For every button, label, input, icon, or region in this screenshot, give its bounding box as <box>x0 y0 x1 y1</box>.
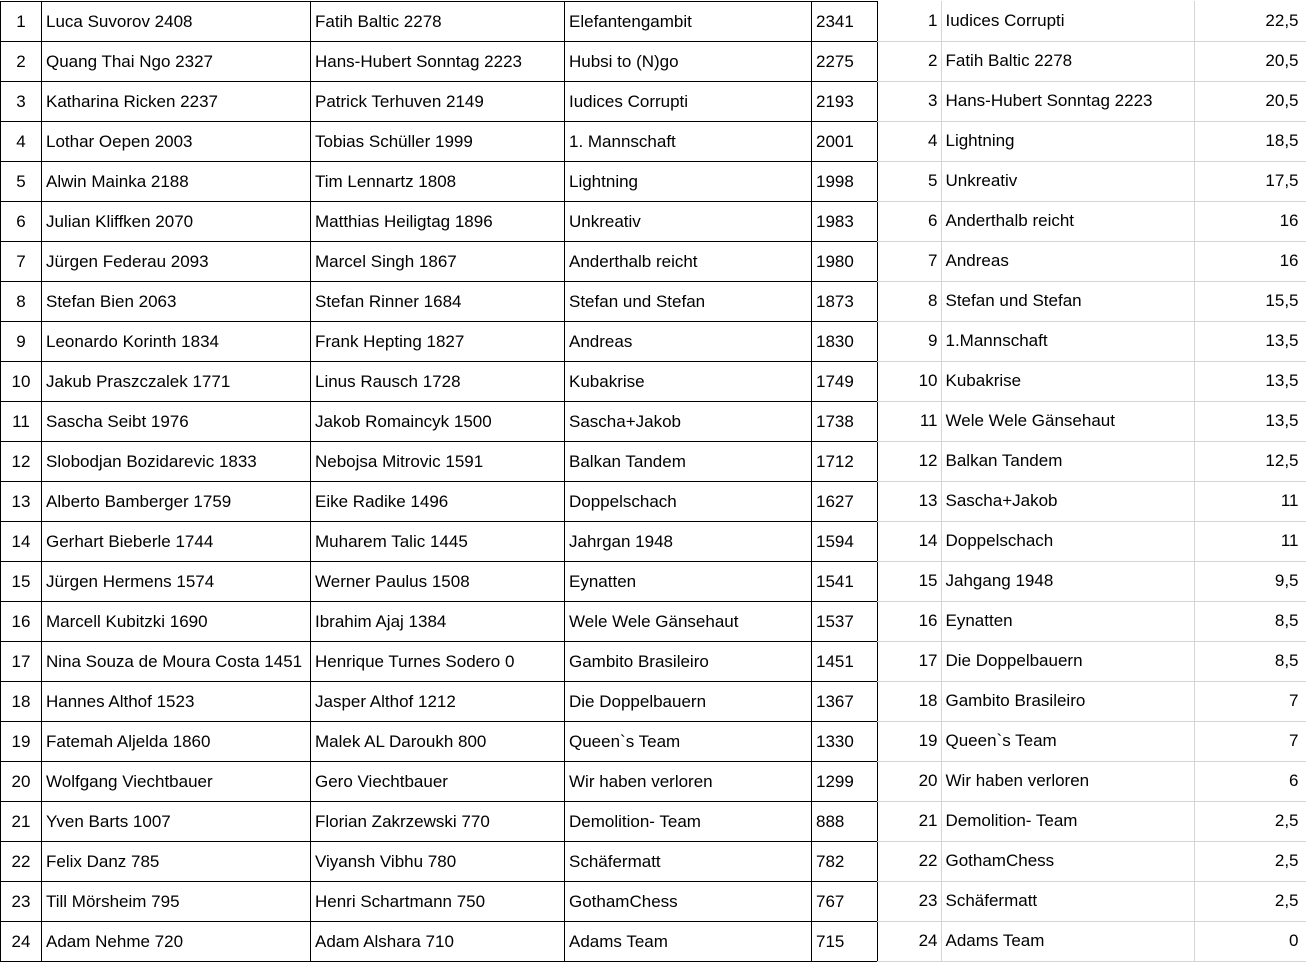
standings-team-cell[interactable]: Unkreativ <box>941 161 1194 201</box>
row-number-cell[interactable]: 2 <box>1 42 42 82</box>
standings-row <box>877 841 1306 881</box>
team-name-cell[interactable]: Demolition- Team <box>565 802 812 842</box>
standings-team-cell[interactable]: Gambito Brasileiro <box>941 681 1194 721</box>
row-number-cell[interactable]: 12 <box>1 442 42 482</box>
player-two-cell[interactable]: Jasper Althof 1212 <box>311 682 565 722</box>
pairings-row <box>1 122 878 162</box>
rank-cell[interactable]: 13 <box>877 481 941 521</box>
player-one-cell[interactable]: Quang Thai Ngo 2327 <box>42 42 311 82</box>
team-rating-cell[interactable]: 2193 <box>812 82 878 122</box>
points-cell[interactable]: 0 <box>1194 921 1306 961</box>
pairings-row <box>1 162 878 202</box>
team-name-cell[interactable]: Balkan Tandem <box>565 442 812 482</box>
team-rating-cell[interactable]: 782 <box>812 842 878 882</box>
team-rating-cell[interactable]: 1367 <box>812 682 878 722</box>
player-one-cell[interactable]: Alwin Mainka 2188 <box>42 162 311 202</box>
points-cell[interactable]: 13,5 <box>1194 321 1306 361</box>
player-one-cell[interactable]: Lothar Oepen 2003 <box>42 122 311 162</box>
standings-row <box>877 201 1306 241</box>
pairings-table <box>0 1 878 962</box>
points-cell[interactable]: 13,5 <box>1194 361 1306 401</box>
standings-team-cell[interactable]: Sascha+Jakob <box>941 481 1194 521</box>
standings-row <box>877 921 1306 961</box>
player-one-cell[interactable]: Slobodjan Bozidarevic 1833 <box>42 442 311 482</box>
standings-team-cell[interactable]: Lightning <box>941 121 1194 161</box>
player-two-cell[interactable]: Malek AL Daroukh 800 <box>311 722 565 762</box>
team-rating-cell[interactable]: 1451 <box>812 642 878 682</box>
row-number-cell[interactable]: 22 <box>1 842 42 882</box>
player-two-cell[interactable]: Marcel Singh 1867 <box>311 242 565 282</box>
row-number-cell[interactable]: 9 <box>1 322 42 362</box>
team-rating-cell[interactable]: 1594 <box>812 522 878 562</box>
standings-row <box>877 321 1306 361</box>
team-name-cell[interactable]: Kubakrise <box>565 362 812 402</box>
points-cell[interactable]: 2,5 <box>1194 841 1306 881</box>
standings-row <box>877 481 1306 521</box>
standings-team-cell[interactable]: 1.Mannschaft <box>941 321 1194 361</box>
team-name-cell[interactable]: GothamChess <box>565 882 812 922</box>
pairings-row <box>1 442 878 482</box>
pairings-row <box>1 562 878 602</box>
player-two-cell[interactable]: Fatih Baltic 2278 <box>311 2 565 42</box>
rank-cell[interactable]: 19 <box>877 721 941 761</box>
team-rating-cell[interactable]: 767 <box>812 882 878 922</box>
points-cell[interactable]: 6 <box>1194 761 1306 801</box>
points-cell[interactable]: 22,5 <box>1194 1 1306 41</box>
team-name-cell[interactable]: Stefan und Stefan <box>565 282 812 322</box>
standings-row <box>877 401 1306 441</box>
rank-cell[interactable]: 9 <box>877 321 941 361</box>
player-one-cell[interactable]: Till Mörsheim 795 <box>42 882 311 922</box>
points-cell[interactable]: 7 <box>1194 721 1306 761</box>
standings-row <box>877 641 1306 681</box>
row-number-cell[interactable]: 18 <box>1 682 42 722</box>
player-two-cell[interactable]: Henri Schartmann 750 <box>311 882 565 922</box>
team-name-cell[interactable]: Anderthalb reicht <box>565 242 812 282</box>
standings-team-cell[interactable]: Hans-Hubert Sonntag 2223 <box>941 81 1194 121</box>
standings-team-cell[interactable]: Queen`s Team <box>941 721 1194 761</box>
player-one-cell[interactable]: Marcell Kubitzki 1690 <box>42 602 311 642</box>
team-rating-cell[interactable]: 1537 <box>812 602 878 642</box>
player-one-cell[interactable]: Leonardo Korinth 1834 <box>42 322 311 362</box>
standings-team-cell[interactable]: Fatih Baltic 2278 <box>941 41 1194 81</box>
pairings-row <box>1 82 878 122</box>
team-name-cell[interactable]: Elefantengambit <box>565 2 812 42</box>
points-cell[interactable]: 8,5 <box>1194 641 1306 681</box>
team-rating-cell[interactable]: 1299 <box>812 762 878 802</box>
rank-cell[interactable]: 21 <box>877 801 941 841</box>
points-cell[interactable]: 13,5 <box>1194 401 1306 441</box>
standings-team-cell[interactable]: Schäfermatt <box>941 881 1194 921</box>
row-number-cell[interactable]: 10 <box>1 362 42 402</box>
pairings-row <box>1 362 878 402</box>
player-one-cell[interactable]: Gerhart Bieberle 1744 <box>42 522 311 562</box>
row-number-cell[interactable]: 11 <box>1 402 42 442</box>
team-rating-cell[interactable]: 1627 <box>812 482 878 522</box>
row-number-cell[interactable]: 24 <box>1 922 42 962</box>
row-number-cell[interactable]: 20 <box>1 762 42 802</box>
points-cell[interactable]: 17,5 <box>1194 161 1306 201</box>
standings-row <box>877 121 1306 161</box>
team-name-cell[interactable]: Doppelschach <box>565 482 812 522</box>
player-one-cell[interactable]: Wolfgang Viechtbauer <box>42 762 311 802</box>
points-cell[interactable]: 16 <box>1194 201 1306 241</box>
points-cell[interactable]: 18,5 <box>1194 121 1306 161</box>
team-rating-cell[interactable]: 1738 <box>812 402 878 442</box>
player-two-cell[interactable]: Gero Viechtbauer <box>311 762 565 802</box>
player-one-cell[interactable]: Fatemah Aljelda 1860 <box>42 722 311 762</box>
player-two-cell[interactable]: Florian Zakrzewski 770 <box>311 802 565 842</box>
standings-row <box>877 881 1306 921</box>
team-name-cell[interactable]: Jahrgan 1948 <box>565 522 812 562</box>
team-rating-cell[interactable]: 2341 <box>812 2 878 42</box>
standings-team-cell[interactable]: Demolition- Team <box>941 801 1194 841</box>
pairings-row <box>1 882 878 922</box>
rank-cell[interactable]: 15 <box>877 561 941 601</box>
standings-team-cell[interactable]: Die Doppelbauern <box>941 641 1194 681</box>
rank-cell[interactable]: 14 <box>877 521 941 561</box>
row-number-cell[interactable]: 14 <box>1 522 42 562</box>
team-rating-cell[interactable]: 2001 <box>812 122 878 162</box>
pairings-row <box>1 642 878 682</box>
team-name-cell[interactable]: Schäfermatt <box>565 842 812 882</box>
team-name-cell[interactable]: Iudices Corrupti <box>565 82 812 122</box>
player-one-cell[interactable]: Alberto Bamberger 1759 <box>42 482 311 522</box>
points-cell[interactable]: 11 <box>1194 521 1306 561</box>
player-one-cell[interactable]: Yven Barts 1007 <box>42 802 311 842</box>
standings-row <box>877 1 1306 41</box>
player-two-cell[interactable]: Eike Radike 1496 <box>311 482 565 522</box>
rank-cell[interactable]: 5 <box>877 161 941 201</box>
pairings-row <box>1 482 878 522</box>
pairings-row <box>1 242 878 282</box>
rank-cell[interactable]: 24 <box>877 921 941 961</box>
row-number-cell[interactable]: 1 <box>1 2 42 42</box>
player-two-cell[interactable]: Werner Paulus 1508 <box>311 562 565 602</box>
standings-row <box>877 721 1306 761</box>
team-rating-cell[interactable]: 1541 <box>812 562 878 602</box>
pairings-row <box>1 842 878 882</box>
points-cell[interactable]: 20,5 <box>1194 41 1306 81</box>
team-rating-cell[interactable]: 1830 <box>812 322 878 362</box>
player-one-cell[interactable]: Adam Nehme 720 <box>42 922 311 962</box>
points-cell[interactable]: 15,5 <box>1194 281 1306 321</box>
standings-team-cell[interactable]: Stefan und Stefan <box>941 281 1194 321</box>
player-one-cell[interactable]: Sascha Seibt 1976 <box>42 402 311 442</box>
player-one-cell[interactable]: Julian Kliffken 2070 <box>42 202 311 242</box>
pairings-row <box>1 322 878 362</box>
row-number-cell[interactable]: 4 <box>1 122 42 162</box>
standings-team-cell[interactable]: Wir haben verloren <box>941 761 1194 801</box>
player-two-cell[interactable]: Tobias Schüller 1999 <box>311 122 565 162</box>
standings-row <box>877 161 1306 201</box>
player-two-cell[interactable]: Linus Rausch 1728 <box>311 362 565 402</box>
standings-team-cell[interactable]: Iudices Corrupti <box>941 1 1194 41</box>
row-number-cell[interactable]: 3 <box>1 82 42 122</box>
player-two-cell[interactable]: Henrique Turnes Sodero 0 <box>311 642 565 682</box>
team-name-cell[interactable]: Adams Team <box>565 922 812 962</box>
row-number-cell[interactable]: 23 <box>1 882 42 922</box>
points-cell[interactable]: 16 <box>1194 241 1306 281</box>
standings-team-cell[interactable]: Doppelschach <box>941 521 1194 561</box>
standings-row <box>877 41 1306 81</box>
rank-cell[interactable]: 17 <box>877 641 941 681</box>
standings-team-cell[interactable]: Jahgang 1948 <box>941 561 1194 601</box>
pairings-row <box>1 202 878 242</box>
rank-cell[interactable]: 8 <box>877 281 941 321</box>
player-two-cell[interactable]: Patrick Terhuven 2149 <box>311 82 565 122</box>
player-two-cell[interactable]: Ibrahim Ajaj 1384 <box>311 602 565 642</box>
player-one-cell[interactable]: Katharina Ricken 2237 <box>42 82 311 122</box>
standings-row <box>877 281 1306 321</box>
points-cell[interactable]: 8,5 <box>1194 601 1306 641</box>
team-name-cell[interactable]: Andreas <box>565 322 812 362</box>
team-rating-cell[interactable]: 715 <box>812 922 878 962</box>
standings-team-cell[interactable]: Adams Team <box>941 921 1194 961</box>
team-rating-cell[interactable]: 1980 <box>812 242 878 282</box>
standings-row <box>877 601 1306 641</box>
rank-cell[interactable]: 10 <box>877 361 941 401</box>
team-rating-cell[interactable]: 1749 <box>812 362 878 402</box>
standings-team-cell[interactable]: Eynatten <box>941 601 1194 641</box>
points-cell[interactable]: 2,5 <box>1194 801 1306 841</box>
row-number-cell[interactable]: 17 <box>1 642 42 682</box>
team-name-cell[interactable]: Lightning <box>565 162 812 202</box>
rank-cell[interactable]: 20 <box>877 761 941 801</box>
player-one-cell[interactable]: Jürgen Federau 2093 <box>42 242 311 282</box>
player-two-cell[interactable]: Matthias Heiligtag 1896 <box>311 202 565 242</box>
player-one-cell[interactable]: Luca Suvorov 2408 <box>42 2 311 42</box>
team-name-cell[interactable]: Hubsi to (N)go <box>565 42 812 82</box>
row-number-cell[interactable]: 15 <box>1 562 42 602</box>
row-number-cell[interactable]: 5 <box>1 162 42 202</box>
rank-cell[interactable]: 1 <box>877 1 941 41</box>
standings-row <box>877 81 1306 121</box>
rank-cell[interactable]: 22 <box>877 841 941 881</box>
standings-row <box>877 561 1306 601</box>
team-rating-cell[interactable]: 2275 <box>812 42 878 82</box>
standings-table <box>877 1 1306 962</box>
standings-row <box>877 681 1306 721</box>
pairings-row <box>1 42 878 82</box>
row-number-cell[interactable]: 16 <box>1 602 42 642</box>
player-two-cell[interactable]: Jakob Romaincyk 1500 <box>311 402 565 442</box>
rank-cell[interactable]: 2 <box>877 41 941 81</box>
player-two-cell[interactable]: Muharem Talic 1445 <box>311 522 565 562</box>
points-cell[interactable]: 20,5 <box>1194 81 1306 121</box>
player-one-cell[interactable]: Jürgen Hermens 1574 <box>42 562 311 602</box>
team-name-cell[interactable]: Queen`s Team <box>565 722 812 762</box>
team-name-cell[interactable]: Sascha+Jakob <box>565 402 812 442</box>
rank-cell[interactable]: 6 <box>877 201 941 241</box>
row-number-cell[interactable]: 8 <box>1 282 42 322</box>
pairings-row <box>1 282 878 322</box>
rank-cell[interactable]: 16 <box>877 601 941 641</box>
standings-row <box>877 441 1306 481</box>
points-cell[interactable]: 11 <box>1194 481 1306 521</box>
team-name-cell[interactable]: Unkreativ <box>565 202 812 242</box>
pairings-row <box>1 602 878 642</box>
rank-cell[interactable]: 3 <box>877 81 941 121</box>
player-two-cell[interactable]: Frank Hepting 1827 <box>311 322 565 362</box>
pairings-row <box>1 402 878 442</box>
standings-team-cell[interactable]: Anderthalb reicht <box>941 201 1194 241</box>
standings-row <box>877 801 1306 841</box>
row-number-cell[interactable]: 19 <box>1 722 42 762</box>
rank-cell[interactable]: 18 <box>877 681 941 721</box>
player-one-cell[interactable]: Nina Souza de Moura Costa 1451 <box>42 642 311 682</box>
standings-row <box>877 241 1306 281</box>
team-name-cell[interactable]: Wir haben verloren <box>565 762 812 802</box>
player-one-cell[interactable]: Jakub Praszczalek 1771 <box>42 362 311 402</box>
player-one-cell[interactable]: Hannes Althof 1523 <box>42 682 311 722</box>
standings-row <box>877 761 1306 801</box>
standings-team-cell[interactable]: Andreas <box>941 241 1194 281</box>
team-name-cell[interactable]: Die Doppelbauern <box>565 682 812 722</box>
points-cell[interactable]: 2,5 <box>1194 881 1306 921</box>
pairings-row <box>1 762 878 802</box>
rank-cell[interactable]: 4 <box>877 121 941 161</box>
team-name-cell[interactable]: Eynatten <box>565 562 812 602</box>
team-name-cell[interactable]: Gambito Brasileiro <box>565 642 812 682</box>
player-two-cell[interactable]: Tim Lennartz 1808 <box>311 162 565 202</box>
standings-row <box>877 521 1306 561</box>
row-number-cell[interactable]: 7 <box>1 242 42 282</box>
pairings-row <box>1 682 878 722</box>
points-cell[interactable]: 7 <box>1194 681 1306 721</box>
standings-team-cell[interactable]: GothamChess <box>941 841 1194 881</box>
standings-team-cell[interactable]: Kubakrise <box>941 361 1194 401</box>
standings-team-cell[interactable]: Wele Wele Gänsehaut <box>941 401 1194 441</box>
points-cell[interactable]: 12,5 <box>1194 441 1306 481</box>
team-rating-cell[interactable]: 1983 <box>812 202 878 242</box>
row-number-cell[interactable]: 13 <box>1 482 42 522</box>
pairings-row <box>1 802 878 842</box>
team-name-cell[interactable]: Wele Wele Gänsehaut <box>565 602 812 642</box>
pairings-row <box>1 522 878 562</box>
points-cell[interactable]: 9,5 <box>1194 561 1306 601</box>
rank-cell[interactable]: 23 <box>877 881 941 921</box>
player-two-cell[interactable]: Hans-Hubert Sonntag 2223 <box>311 42 565 82</box>
player-one-cell[interactable]: Felix Danz 785 <box>42 842 311 882</box>
player-two-cell[interactable]: Adam Alshara 710 <box>311 922 565 962</box>
rank-cell[interactable]: 11 <box>877 401 941 441</box>
pairings-row <box>1 722 878 762</box>
pairings-row <box>1 2 878 42</box>
team-rating-cell[interactable]: 1873 <box>812 282 878 322</box>
player-two-cell[interactable]: Stefan Rinner 1684 <box>311 282 565 322</box>
rank-cell[interactable]: 12 <box>877 441 941 481</box>
team-rating-cell[interactable]: 1712 <box>812 442 878 482</box>
team-rating-cell[interactable]: 1330 <box>812 722 878 762</box>
rank-cell[interactable]: 7 <box>877 241 941 281</box>
standings-row <box>877 361 1306 401</box>
player-two-cell[interactable]: Viyansh Vibhu 780 <box>311 842 565 882</box>
team-name-cell[interactable]: 1. Mannschaft <box>565 122 812 162</box>
team-rating-cell[interactable]: 888 <box>812 802 878 842</box>
row-number-cell[interactable]: 6 <box>1 202 42 242</box>
player-one-cell[interactable]: Stefan Bien 2063 <box>42 282 311 322</box>
pairings-row <box>1 922 878 962</box>
standings-team-cell[interactable]: Balkan Tandem <box>941 441 1194 481</box>
team-rating-cell[interactable]: 1998 <box>812 162 878 202</box>
player-two-cell[interactable]: Nebojsa Mitrovic 1591 <box>311 442 565 482</box>
row-number-cell[interactable]: 21 <box>1 802 42 842</box>
